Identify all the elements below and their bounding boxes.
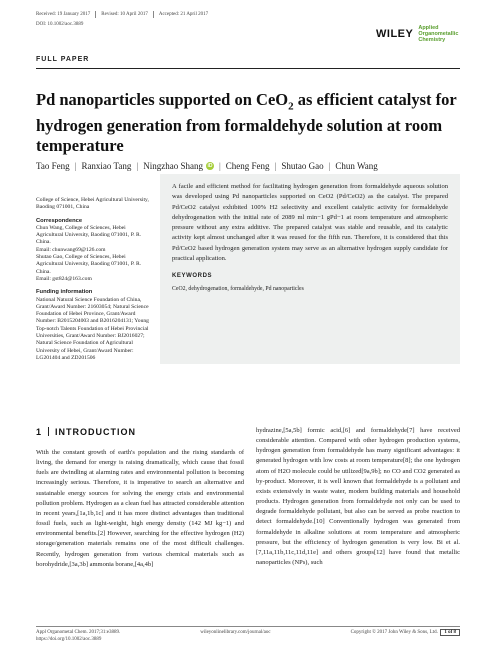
paper-type: FULL PAPER	[36, 56, 90, 63]
publisher-logo	[376, 25, 458, 43]
citation: Appl Organometal Chem. 2017;31:e3889.	[36, 630, 121, 635]
author-list: Tao Feng | Ranxiao Tang | Ningzhao Shang iD | Cheng Feng | Shutao Gao | Chun Wang	[36, 161, 378, 171]
article-title: Pd nanoparticles supported on CeO$_2$ as efficient catalyst for hydrogen generation from formaldehyde solution at room temperature	[36, 90, 457, 156]
footer-rule	[36, 626, 460, 627]
email-link-1[interactable]: Email: chunwang69@126.com	[36, 246, 106, 253]
revised-date: Revised: 10 April 2017	[101, 12, 148, 17]
doi[interactable]: DOI: 10.1002/aoc.3889	[36, 22, 84, 27]
orcid-icon[interactable]: iD	[207, 163, 213, 169]
keywords: CeO2, dehydrogenation, formaldehyde, Pd nanoparticles	[172, 285, 304, 292]
body-column-right: hydrazine,[5a,5b] formic acid,[6] and formaldehyde[7] have received considerable attention. Compared with other hydrogen production systems, hydrogen generation from formaldehyde has many significant advantages: it generated hydrogen with low costs at room temperature[8]; the one hydrogen atom of H2O molecule could be utilized[9a,9b]; no CO and CO2 generated as by-product. Moreover, it is well known that formaldehyde is a pollutant and exists extensively in waste water, modern building materials and household products. Hydrogen generation from formaldehyde not only can be used to degrade formaldehyde pollutant, but also can be served as probe reaction to detect formaldehyde.[10] Conventionally hydrogen was generated from formaldehyde in alkaline solutions at room temperature and atmospheric pressure, but the efficiency of hydrogen generation is very low. Bi et al.[7,11a,11b,11c,11d,11e] and others groups[12] have found that metallic nanoparticles (NPs), such	[256, 427, 460, 567]
doi-link[interactable]: https://doi.org/10.1002/aoc.3889	[36, 637, 102, 642]
body-column-left: With the constant growth of earth's population and the rising standards of living, the demand for energy is raising dramatically, which cause that fossil fuels are dwindling at alarming rates and environmental pollution is becoming increasingly serious. Therefore, it is imperative to search an alternative and sustainable energy sources for solving the energy crisis and environmental pollution problem. Hydrogen as a clean fuel has attracted considerable attention in recent years,[1a,1b,1c] and it has more distinct advantages than traditional fossil fuels, such as light-weight, high energy density (142 MJ kg−1) and environmental benefits.[2] However, searching for the effective hydrogen (H2) storage/generation materials remains one of the most difficult challenges. Recently, hydrogen generation from various chemical materials such as borohydride,[3a,3b] ammonia borane,[4a,4b]	[36, 449, 244, 568]
funding-heading: Funding information	[36, 289, 93, 296]
abstract-text: A facile and efficient method for facilitating hydrogen generation from formaldehyde aqueous solution was developed using Pd nanoparticles supported on CeO2 (Pd/CeO2) as the catalyst. The prepared Pd/CeO2 catalyst exhibited 100% H2 selectivity and excellent catalytic activity for formaldehyde dehydrogenation with the initial rate of 2089 ml min−1 gPd−1 at room temperature and atmospheric pressure without any extra additive. The prepared catalyst was stable and reusable, and its catalytic activity kept almost unchanged after it was reused for the fifth run. Therefore, it is considered that this Pd/CeO2 based hydrogen generation system may serve as an alternative hydrogen supply candidate for practical application.	[172, 183, 448, 263]
received-date: Received: 19 January 2017	[36, 12, 91, 17]
page-footer	[36, 629, 460, 643]
copyright: Copyright © 2017 John Wiley & Sons, Ltd.	[350, 630, 438, 635]
section-heading: 1 INTRODUCTION	[36, 427, 137, 437]
divider	[95, 11, 96, 18]
keywords-heading: KEYWORDS	[172, 273, 213, 280]
divider	[153, 11, 154, 18]
author[interactable]: Ningzhao Shang	[143, 161, 203, 171]
page-number: 1 of 8	[440, 629, 460, 636]
journal-site-link[interactable]: wileyonlinelibrary.com/journal/aoc	[200, 630, 271, 635]
author[interactable]: Chun Wang	[335, 161, 378, 171]
funding-text: National Natural Science Foundation of China, Grant/Award Number: 21603054; Natural Science Foundation of Hebei Province, Grant/Award Number: B2015204003 and B2016204131; Young Top-notch Talents Foundation of Hebei Provincial Universities, Grant/Award Number: BJ2016027; Natural Science Foundation of Agricultural University of Hebei, Grant/Award Number: LG201404 and ZD201506	[36, 296, 149, 361]
abstract-box	[160, 174, 460, 364]
article-info-sidebar	[36, 197, 154, 362]
wiley-logo: WILEY	[376, 28, 414, 40]
author[interactable]: Shutao Gao	[281, 161, 324, 171]
journal-logo: Applied Organometallic Chemistry	[418, 25, 459, 43]
correspondence-heading: Correspondence	[36, 217, 83, 224]
email-link-2[interactable]: Email: gst824@163.com	[36, 275, 92, 282]
author[interactable]: Cheng Feng	[225, 161, 270, 171]
author[interactable]: Tao Feng	[36, 161, 70, 171]
correspondence-author-1: Chun Wang, College of Sciences, Hebei Agricultural University, Baoding 071001, P. R. China.	[36, 224, 142, 246]
header-rule	[36, 68, 460, 69]
accepted-date: Accepted: 21 April 2017	[158, 12, 209, 17]
article-dates	[36, 11, 466, 18]
affiliation: College of Science, Hebei Agricultural University, Baoding 071001, China	[36, 197, 149, 211]
author[interactable]: Ranxiao Tang	[81, 161, 132, 171]
correspondence-author-2: Shutao Gao, College of Sciences, Hebei Agricultural University, Baoding 071001, P. R. China.	[36, 254, 142, 275]
